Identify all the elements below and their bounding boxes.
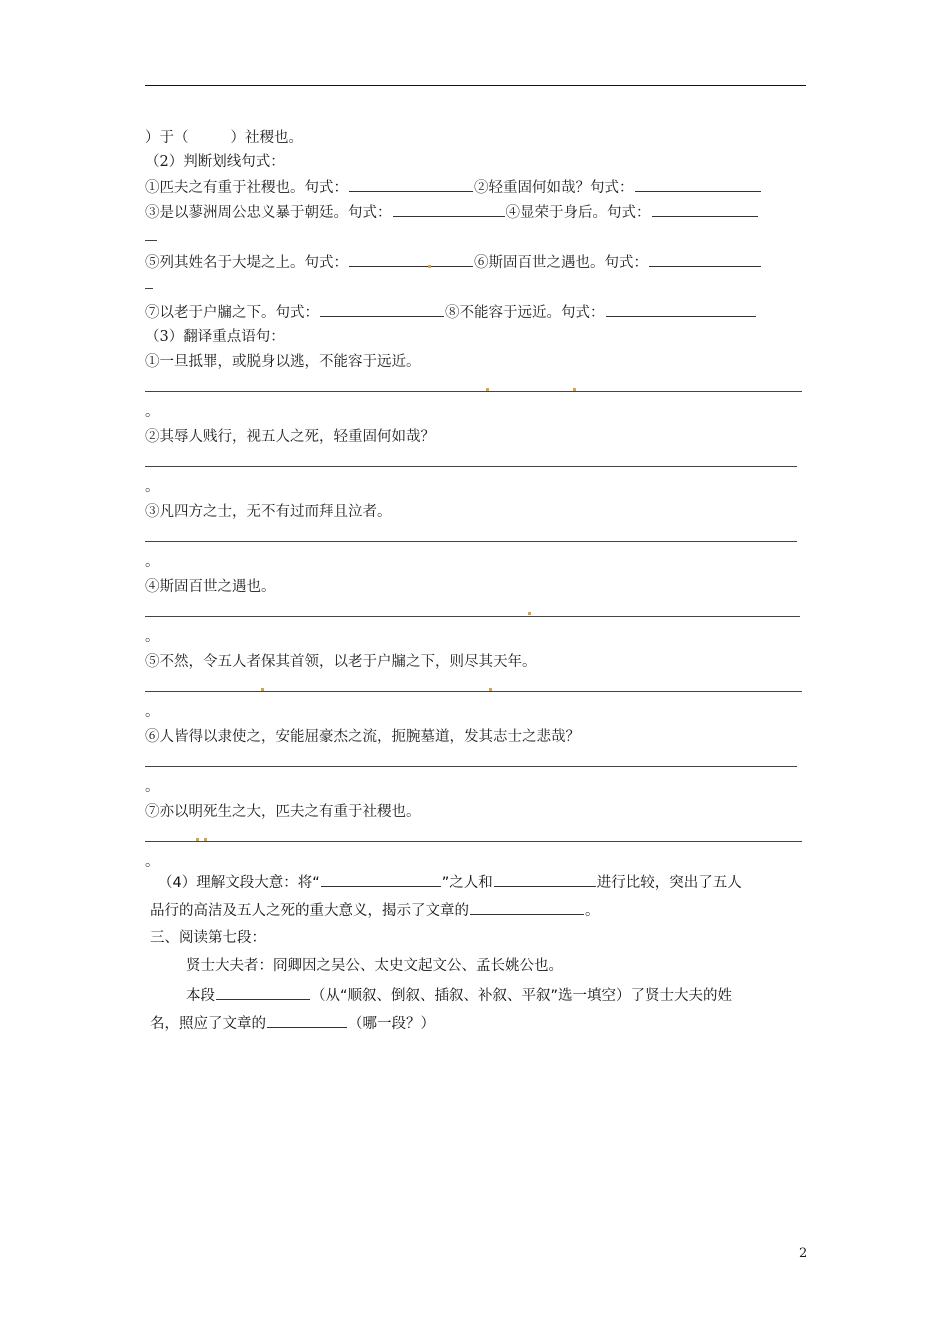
reading-text-c: 名，照应了文章的 (150, 1016, 266, 1032)
answer-blank[interactable] (393, 202, 505, 217)
scan-mark (204, 838, 207, 841)
answer-blank[interactable] (349, 177, 473, 192)
translate-item-2: ②其辱人贱行，视五人之死，轻重固何如哉？ (145, 429, 435, 445)
period-mark: 。 (145, 779, 160, 795)
scan-mark (573, 388, 576, 391)
header-rule (145, 85, 806, 86)
judge-item-3: ③是以蓼洲周公忠义暴于朝廷。句式： (145, 205, 392, 221)
reading-line-2 (186, 985, 732, 1006)
q1-tail-a: ）于（ (145, 130, 189, 146)
reading-text-a: 本段 (186, 988, 215, 1004)
scan-mark (486, 388, 489, 391)
q1-tail-b: ）社稷也。 (230, 130, 303, 146)
section-2-heading: （2）判断划线句式： (145, 154, 285, 170)
judge-item-8: ⑧不能容于远近。句式： (445, 305, 605, 321)
answer-blank[interactable] (216, 985, 310, 1000)
reading-text-b: （从“顺叙、倒叙、插叙、补叙、平叙”选一填空）了贤士大夫的姓 (311, 988, 733, 1004)
answer-blank[interactable] (320, 302, 444, 317)
translate-item-4: ④斯固百世之遇也。 (145, 579, 276, 595)
answer-blank[interactable] (349, 252, 473, 267)
judge-item-2: ②轻重固何如哉？句式： (474, 180, 634, 196)
summary-text-a: （4）理解文段大意：将“ (158, 875, 320, 891)
translation-answer-line[interactable] (145, 766, 797, 767)
scan-mark (428, 265, 431, 268)
judge-line-3 (145, 252, 762, 273)
translation-answer-line[interactable] (145, 841, 802, 842)
translation-answer-line[interactable] (145, 466, 797, 467)
judge-item-5: ⑤列其姓名于大堤之上。句式： (145, 255, 348, 271)
judge-line-4 (145, 302, 757, 323)
translate-item-5: ⑤不然，令五人者保其首领，以老于户牖之下，则尽其天年。 (145, 654, 537, 670)
period-mark: 。 (145, 854, 160, 870)
summary-text-b: ”之人和 (441, 875, 493, 891)
scan-mark (489, 688, 492, 691)
judge-line-1 (145, 177, 762, 198)
judge-item-1: ①匹夫之有重于社稷也。句式： (145, 180, 348, 196)
translation-answer-line[interactable] (145, 541, 797, 542)
judge-item-4: ④显荣于身后。句式： (505, 205, 651, 221)
page-number: 2 (799, 1246, 808, 1261)
judge-item-6: ⑥斯固百世之遇也。句式： (474, 255, 648, 271)
answer-blank[interactable] (635, 177, 761, 192)
translation-answer-line[interactable] (145, 691, 802, 692)
judge-item-7: ⑦以老于户牖之下。句式： (145, 305, 319, 321)
summary-text-c: 进行比较，突出了五人 (596, 875, 742, 891)
reading-text-d: （哪一段？） (348, 1016, 435, 1032)
section-three-heading: 三、阅读第七段： (150, 930, 266, 946)
summary-text-d: 品行的高洁及五人之死的重大意义，揭示了文章的 (150, 903, 469, 919)
period-mark: 。 (145, 554, 160, 570)
q1-tail-line (145, 128, 303, 148)
period-mark: 。 (145, 629, 160, 645)
period-mark: 。 (145, 404, 160, 420)
summary-line-2 (150, 900, 600, 921)
translate-item-7: ⑦亦以明死生之大，匹夫之有重于社稷也。 (145, 804, 421, 820)
answer-blank[interactable] (470, 900, 584, 915)
answer-blank[interactable] (652, 202, 758, 217)
blank-overflow (145, 288, 153, 289)
answer-blank[interactable] (606, 302, 756, 317)
scan-mark (261, 688, 264, 691)
translation-answer-line[interactable] (145, 391, 802, 392)
reading-line-3 (150, 1013, 435, 1034)
blank-overflow (145, 240, 157, 241)
judge-line-2 (145, 202, 759, 223)
section-3-heading: （3）翻译重点语句： (145, 329, 285, 345)
period-mark: 。 (145, 479, 160, 495)
translation-answer-line[interactable] (145, 616, 800, 617)
translate-item-3: ③凡四方之士，无不有过而拜且泣者。 (145, 504, 392, 520)
translate-item-6: ⑥人皆得以隶使之，安能屈豪杰之流，扼腕墓道，发其志士之悲哉？ (145, 729, 580, 745)
summary-text-e: 。 (585, 903, 600, 919)
translate-item-1: ①一旦抵罪，或脱身以逃，不能容于远近。 (145, 354, 421, 370)
scan-mark (196, 838, 199, 841)
summary-line-1 (158, 872, 742, 893)
answer-blank[interactable] (494, 872, 596, 887)
scan-mark (528, 612, 531, 615)
reading-line-1: 贤士大夫者：冏卿因之吴公、太史文起文公、孟长姚公也。 (186, 958, 563, 974)
period-mark: 。 (145, 704, 160, 720)
answer-blank[interactable] (649, 252, 761, 267)
answer-blank[interactable] (321, 872, 441, 887)
answer-blank[interactable] (267, 1013, 347, 1028)
